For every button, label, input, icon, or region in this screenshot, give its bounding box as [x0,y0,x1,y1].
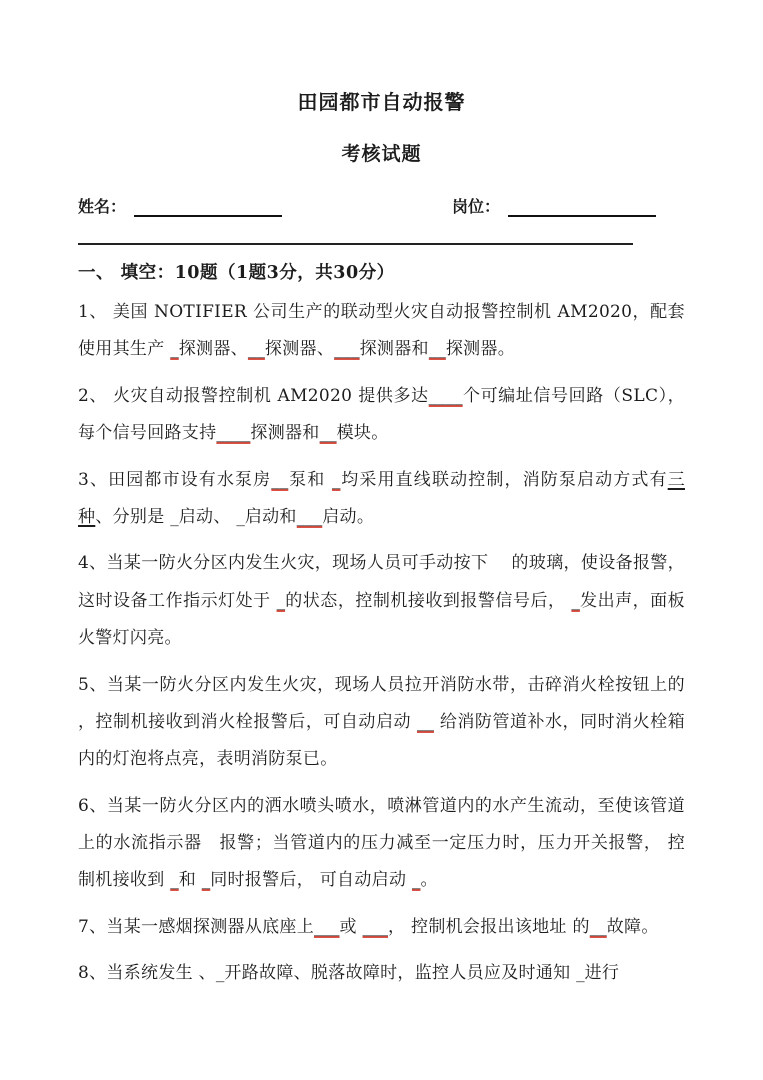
question-6: 6、当某一防火分区内的洒水喷头喷水，喷淋管道内的水产生流动，至使该管道上的水流指示器 报警；当管道内的压力减至一定压力时，压力开关报警， 控制机接收到 _和 _同时报警后， 可自动启动 _。 [78,795,685,891]
question-3: 3、田园都市设有水泵房__泵和 _均采用直线联动控制，消防泵启动方式有三种、分别是 _启动、 _启动和___启动。 [78,469,685,527]
question-7: 7、当某一感烟探测器从底座上___或 ___， 控制机会报出该地址 的__故障。 [78,916,659,937]
name-label: 姓名： [78,197,127,216]
name-position-row [78,194,685,217]
fill-in-blank: _ [576,963,585,984]
fill-in-blank: _ [215,963,225,984]
underlined-text: 三种 [78,469,685,527]
question-8: 8、当系统发生 、_开路故障、脱落故障时，监控人员应及时通知 _进行 [78,963,620,984]
section-heading: 一、 填空：10题（1题3分，共30分） [78,263,395,283]
question-4: 4、当某一防火分区内发生火灾，现场人员可手动按下 的玻璃，使设备报警，这时设备工作指示灯处于 _的状态，控制机接收到报警信号后， _发出声，面板火警灯闪亮。 [78,553,685,649]
fill-in-blank: __ [319,423,337,444]
fill-in-blank: ____ [216,423,251,444]
fill-in-blank: _ [236,506,245,527]
position-blank-line [508,199,656,217]
fill-in-blank: _ [170,506,179,527]
fill-in-blank: _ [571,590,580,611]
fill-in-blank: ___ [334,339,360,360]
horizontal-rule [78,243,633,245]
fill-in-blank: ____ [428,385,463,406]
question-2: 2、 火灾自动报警控制机 AM2020 提供多达____个可编址信号回路（SLC），每个信号回路支持____探测器和__模块。 [78,385,685,444]
document-title: 田园都市自动报警 [297,90,466,114]
fill-in-blank: _ [170,339,179,360]
questions-list [78,294,685,993]
fill-in-blank: __ [416,711,434,732]
fill-in-blank: _ [276,590,286,611]
fill-in-blank: __ [271,469,289,490]
question-1: 1、 美国 NOTIFIER 公司生产的联动型火灾自动报警控制机 AM2020，配套使用其生产 _探测器、__探测器、___探测器和__探测器。 [78,302,685,360]
fill-in-blank: _ [411,870,421,891]
fill-in-blank: _ [201,870,211,891]
fill-in-blank: __ [589,916,607,937]
fill-in-blank: _ [331,469,341,490]
position-label: 岗位： [452,197,501,216]
fill-in-blank: ___ [314,916,340,937]
name-blank-line [134,199,282,217]
question-5: 5、当某一防火分区内发生火灾，现场人员拉开消防水带，击碎消火栓按钮上的 ，控制机接收到消火栓报警后，可自动启动 __ 给消防管道补水，同时消火栓箱内的灯泡将点亮，表明消防泵已。 [78,674,686,770]
fill-in-blank: _ [170,870,179,891]
document-subtitle: 考核试题 [341,143,422,165]
fill-in-blank: ___ [296,506,323,527]
position-field-group [452,194,656,217]
fill-in-blank: ___ [362,916,389,937]
fill-in-blank: __ [428,339,446,360]
name-field-group [78,194,282,217]
fill-in-blank: __ [247,339,265,360]
